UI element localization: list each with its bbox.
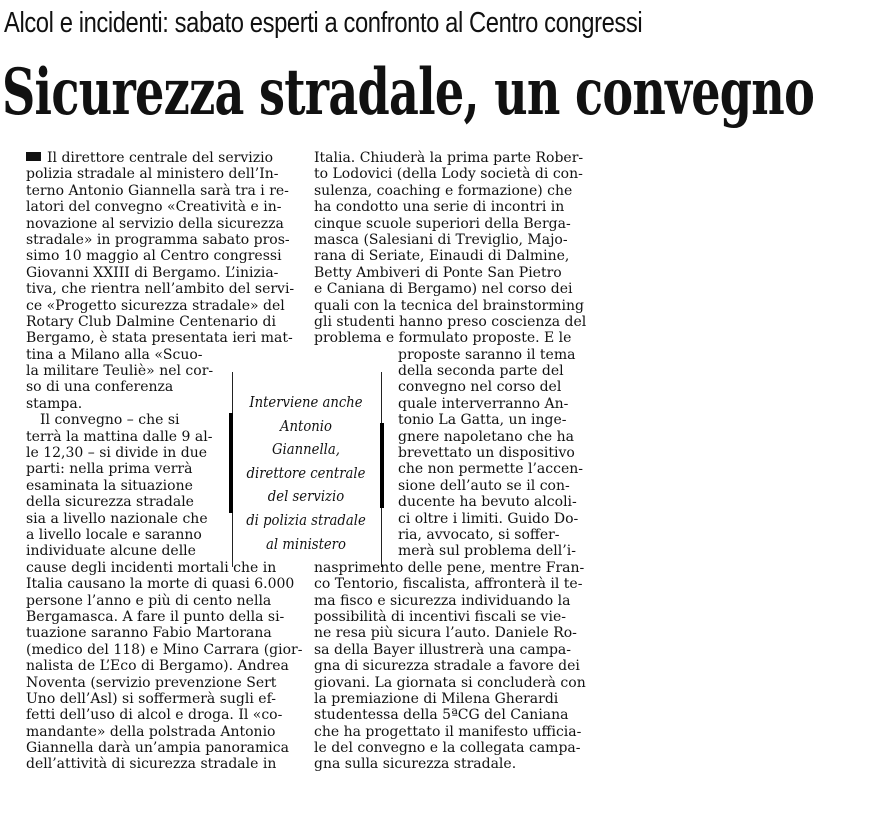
text-line: tiva, che rientra nell’ambito del servi- [26,281,295,298]
text-line: Giannella darà un’ampia panoramica [26,740,289,757]
text-line: la militare Teuliè» nel cor- [26,363,214,380]
text-line: persone l’anno e più di cento nella [26,592,272,609]
text-line: Giovanni XXIII di Bergamo. L’inizia- [26,264,279,281]
text-line: terrà la mattina dalle 9 al- [26,428,213,445]
text-line: la premiazione di Milena Gherardi [314,690,559,707]
text-line: Betty Ambiveri di Ponte San Pietro [314,264,562,281]
text-line: ducente ha bevuto alcoli- [398,494,577,511]
text-line: le del convegno e la collegata campa- [314,740,581,757]
text-line: Italia causano la morte di quasi 6.000 [26,576,295,593]
text-line: sa della Bayer illustrerà una campa- [314,641,572,658]
pull-quote [233,391,379,556]
text-line: gna di sicurezza stradale a favore dei [314,658,580,675]
text-line: a livello locale e saranno [26,526,202,543]
text-line: Italia. Chiuderà la prima parte Rober- [314,150,584,166]
text-line: giovani. La giornata si concluderà con [314,674,586,691]
text-line: possibilità di incentivi fiscali se vie- [314,608,566,625]
article-headline: Sicurezza stradale, un convegno [2,55,815,130]
text-line: merà sul problema dell’i- [398,543,576,560]
text-line: brevettato un dispositivo [398,445,575,462]
text-line: stradale» in programma sabato pros- [26,231,290,248]
text-line: gnere napoletano che ha [398,428,575,445]
article-kicker: Alcol e incidenti: sabato esperti a confronto al Centro congressi [4,7,643,39]
text-line: proposte saranno il tema [398,346,576,363]
text-line: le 12,30 – si divide in due [26,445,208,462]
text-line: che ha progettato il manifesto ufficia- [314,723,582,740]
text-line: ha condotto una serie di incontri in [314,199,565,216]
text-line: convegno nel corso del [398,379,562,396]
paragraph-bullet-icon [26,152,41,161]
pull-quote-line: Giannella, [272,440,340,459]
text-line: polizia stradale al ministero dell’In- [26,166,279,183]
pull-quote-line: del servizio [267,487,345,506]
text-line: ne resa più sicura l’auto. Daniele Ro- [314,625,577,642]
text-line: problema e formulato proposte. E le [314,330,572,347]
text-line: masca (Salesiani di Treviglio, Majo- [314,231,568,248]
text-line: Uno dell’Asl) si soffermerà sugli ef- [26,690,276,707]
text-line: to Lodovici (della Lody società di con- [314,166,583,183]
text-line: quali con la tecnica del brainstorming [314,297,584,314]
text-line: tuazione saranno Fabio Martorana [26,625,272,642]
text-line: Rotary Club Dalmine Centenario di [26,313,276,330]
text-line: studentessa della 5ªCG del Caniana [314,707,569,724]
text-line: gna sulla sicurezza stradale. [314,756,517,773]
text-line: latori del convegno «Creatività e in- [26,199,282,216]
pull-quote-line: di polizia stradale [246,510,366,529]
pull-quote-line: Interviene anche [249,393,363,411]
text-line: tina a Milano alla «Scuo- [26,346,203,363]
text-line: co Tentorio, fiscalista, affronterà il te- [314,576,583,593]
text-line: esaminata la situazione [26,477,193,494]
text-line: so di una conferenza [26,379,174,396]
text-line: simo 10 maggio al Centro congressi [26,248,282,265]
text-line: Noventa (servizio prevenzione Sert [26,674,277,691]
pull-quote-line: al ministero [266,534,346,553]
text-line: nalista de L’Eco di Bergamo). Andrea [26,658,289,675]
text-line: della seconda parte del [398,363,564,380]
text-line: quale interverranno An- [398,395,569,412]
text-line: individuate alcune delle [26,543,196,560]
text-line: nasprimento delle pene, mentre Fran- [314,559,585,576]
pull-quote-line: Antonio [280,416,332,435]
pull-quote-line: direttore centrale [246,463,366,482]
text-line: sulenza, coaching e formazione) che [314,182,573,199]
text-line: Bergamasca. A fare il punto della si- [26,608,285,625]
text-line: ma fisco e sicurezza individuando la [314,592,571,609]
text-line: sia a livello nazionale che [26,510,208,527]
text-line: stampa. [26,395,83,412]
text-line: ci oltre i limiti. Guido Do- [398,510,579,527]
text-line: gli studenti hanno preso coscienza del [314,313,587,330]
text-line: cinque scuole superiori della Berga- [314,215,571,232]
text-line: Il direttore centrale del servizio [26,150,302,166]
text-line: della sicurezza stradale [26,494,194,511]
text-line: Il convegno – che si [40,412,180,429]
text-line: rana di Seriate, Einaudi di Dalmine, [314,248,570,265]
pull-quote-bar-right [380,423,384,508]
text-line: mandante» della polstrada Antonio [26,723,276,740]
text-line: ria, avvocato, si soffer- [398,526,560,543]
text-line: che non permette l’accen- [398,461,583,478]
text-line: parti: nella prima verrà [26,461,193,478]
text-line: dell’attività di sicurezza stradale in [26,756,277,773]
text-line: Bergamo, è stata presentata ieri mat- [26,330,293,347]
text-line: fetti dell’uso di alcol e droga. Il «co- [26,707,283,724]
text-line: e Caniana di Bergamo) nel corso dei [314,281,573,298]
text-line: terno Antonio Giannella sarà tra i re- [26,182,289,199]
text-line: sione dell’auto se il con- [398,477,570,494]
text-line: novazione al servizio della sicurezza [26,215,284,232]
text-line: ce «Progetto sicurezza stradale» del [26,297,285,314]
text-line: (medico del 118) e Mino Carrara (gior- [26,641,303,658]
text-line: cause degli incidenti mortali che in [26,559,277,576]
text-line: tonio La Gatta, un inge- [398,412,567,429]
